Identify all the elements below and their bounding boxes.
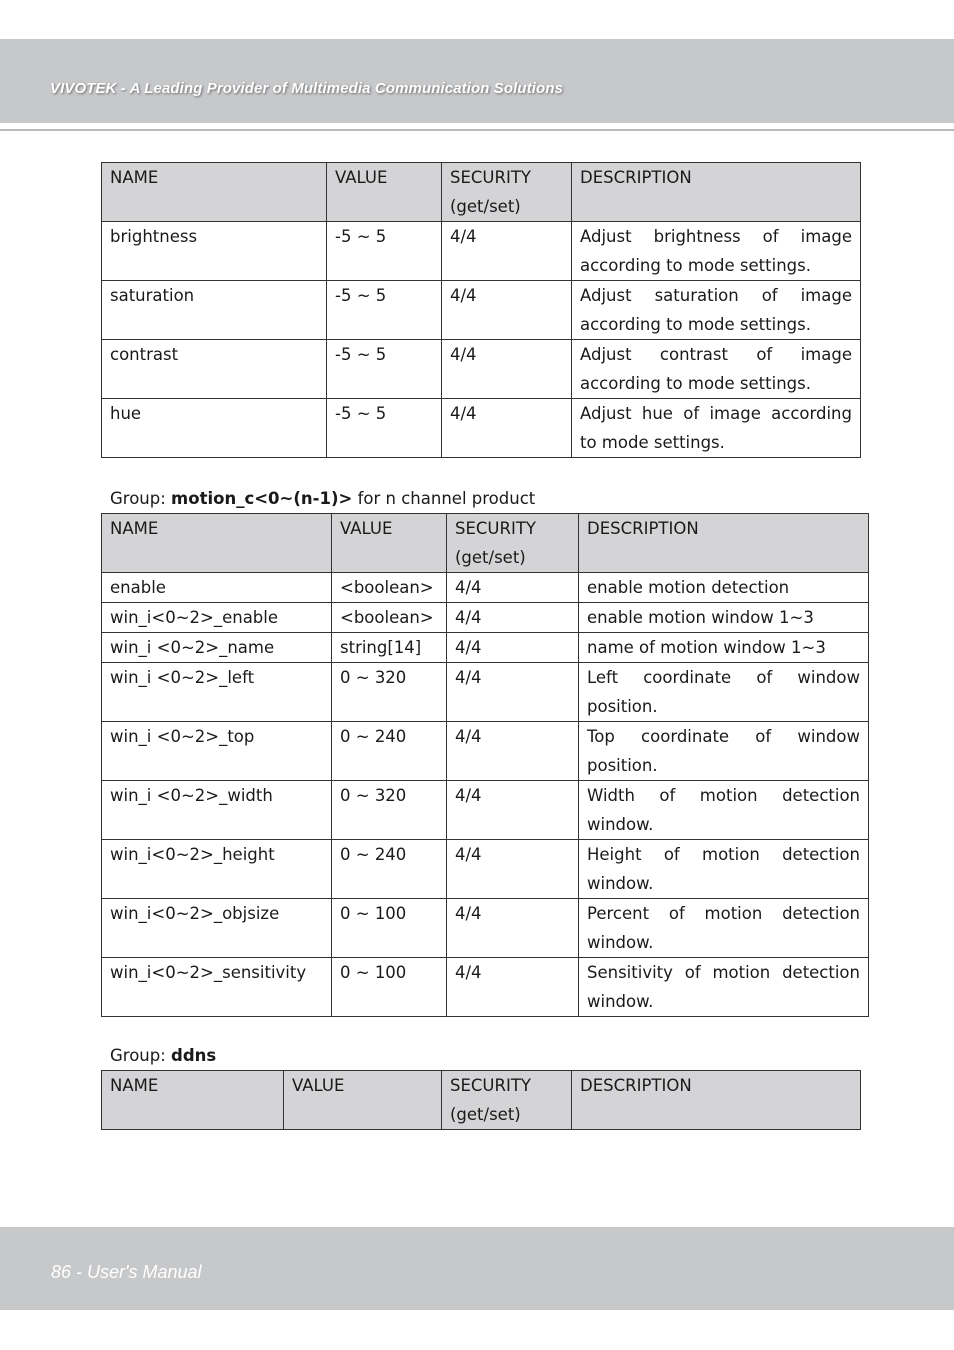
group-prefix: Group: [110,489,172,508]
cell-value: string[14] [332,633,447,663]
header-divider [0,129,954,131]
cell-value: 0 ~ 100 [332,958,447,1017]
cell-value: 0 ~ 320 [332,781,447,840]
cell-name: win_i<0~2>_sensitivity [102,958,332,1017]
table-header-row [102,514,869,573]
cell-security: 4/4 [447,663,579,722]
cell-description: Width of motion detection window. [579,781,869,840]
cell-description: enable motion detection [579,573,869,603]
cell-security: 4/4 [447,840,579,899]
cell-value: <boolean> [332,573,447,603]
table-row [102,340,861,399]
cell-security: 4/4 [447,722,579,781]
col-header-security: SECURITY (get/set) [442,1071,572,1130]
header-title: VIVOTEK - A Leading Provider of Multimedia Communication Solutions [50,80,564,97]
table-row [102,663,869,722]
cell-security: 4/4 [447,781,579,840]
cell-value: 0 ~ 240 [332,722,447,781]
cell-description: Percent of motion detection window. [579,899,869,958]
cell-description: Height of motion detection window. [579,840,869,899]
cell-name: brightness [102,222,327,281]
cell-value: 0 ~ 100 [332,899,447,958]
table-row [102,958,869,1017]
col-header-security: SECURITY (get/set) [442,163,572,222]
table-row [102,840,869,899]
table-row [102,722,869,781]
table-image-params [101,162,861,458]
cell-description: Left coordinate of window position. [579,663,869,722]
group-name: ddns [171,1046,217,1065]
col-header-value: VALUE [284,1071,442,1130]
cell-name: win_i <0~2>_left [102,663,332,722]
cell-security: 4/4 [447,633,579,663]
table-row [102,281,861,340]
cell-security: 4/4 [442,281,572,340]
table-row [102,573,869,603]
col-header-name: NAME [102,514,332,573]
cell-value: <boolean> [332,603,447,633]
cell-security: 4/4 [442,222,572,281]
cell-value: 0 ~ 320 [332,663,447,722]
cell-security: 4/4 [447,958,579,1017]
cell-security: 4/4 [442,340,572,399]
cell-description: name of motion window 1~3 [579,633,869,663]
cell-name: win_i <0~2>_width [102,781,332,840]
table-header-row [102,163,861,222]
footer-page-label: 86 - User's Manual [51,1262,202,1282]
cell-description: Adjust brightness of image according to mode settings. [572,222,861,281]
cell-value: -5 ~ 5 [327,340,442,399]
cell-security: 4/4 [447,603,579,633]
cell-value: -5 ~ 5 [327,399,442,458]
cell-name: win_i <0~2>_top [102,722,332,781]
cell-description: Adjust saturation of image according to mode settings. [572,281,861,340]
group-suffix: for n channel product [352,489,536,508]
cell-security: 4/4 [442,399,572,458]
cell-description: Top coordinate of window position. [579,722,869,781]
col-header-description: DESCRIPTION [572,1071,861,1130]
cell-name: win_i<0~2>_enable [102,603,332,633]
table-row [102,603,869,633]
cell-name: win_i <0~2>_name [102,633,332,663]
group-motion-heading [110,487,535,511]
cell-name: contrast [102,340,327,399]
table-ddns-params [101,1070,861,1130]
cell-value: -5 ~ 5 [327,281,442,340]
cell-security: 4/4 [447,573,579,603]
table-row [102,399,861,458]
group-name: motion_c<0~(n-1)> [171,489,353,508]
col-header-description: DESCRIPTION [572,163,861,222]
col-header-name: NAME [102,163,327,222]
table-row [102,222,861,281]
cell-description: Adjust hue of image according to mode settings. [572,399,861,458]
col-header-description: DESCRIPTION [579,514,869,573]
table-motion-params [101,513,869,1017]
col-header-value: VALUE [332,514,447,573]
col-header-value: VALUE [327,163,442,222]
cell-value: -5 ~ 5 [327,222,442,281]
cell-security: 4/4 [447,899,579,958]
table-row [102,781,869,840]
group-prefix: Group: [110,1046,172,1065]
cell-description: Sensitivity of motion detection window. [579,958,869,1017]
cell-name: enable [102,573,332,603]
group-ddns-heading [110,1044,216,1068]
cell-name: hue [102,399,327,458]
cell-value: 0 ~ 240 [332,840,447,899]
cell-name: win_i<0~2>_height [102,840,332,899]
table-row [102,899,869,958]
col-header-security: SECURITY (get/set) [447,514,579,573]
cell-description: Adjust contrast of image according to mode settings. [572,340,861,399]
cell-description: enable motion window 1~3 [579,603,869,633]
table-row [102,633,869,663]
table-header-row [102,1071,861,1130]
col-header-name: NAME [102,1071,284,1130]
cell-name: saturation [102,281,327,340]
cell-name: win_i<0~2>_objsize [102,899,332,958]
